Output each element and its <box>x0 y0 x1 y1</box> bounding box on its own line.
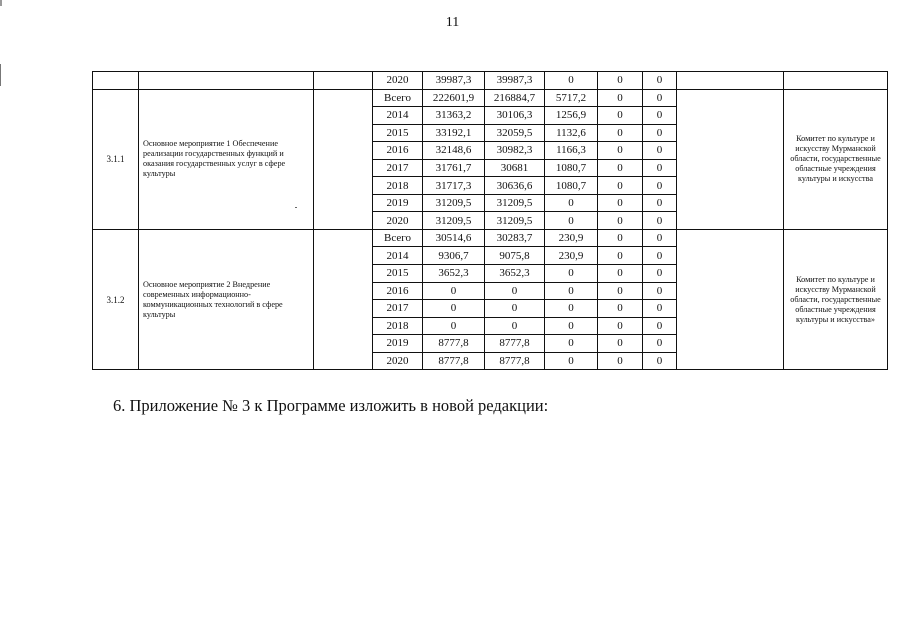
measure-code: 3.1.2 <box>93 229 139 369</box>
table-row <box>93 89 888 107</box>
value-cell: 1256,9 <box>545 107 598 125</box>
value-cell: 0 <box>545 265 598 283</box>
value-cell: 31363,2 <box>423 107 485 125</box>
value-cell: 8777,8 <box>485 335 545 353</box>
value-cell: 0 <box>643 335 677 353</box>
scan-speck <box>295 207 297 208</box>
responsible-executor: Комитет по культуре и искусству Мурманской области, государственные областные учреждения культуры и искусства» <box>784 229 888 369</box>
year-cell: 2016 <box>373 282 423 300</box>
year-cell: 2017 <box>373 300 423 318</box>
measure-code: 3.1.1 <box>93 89 139 229</box>
value-cell: 30514,6 <box>423 229 485 247</box>
value-cell: 0 <box>643 282 677 300</box>
value-cell: 30636,6 <box>485 177 545 195</box>
value-cell: 0 <box>643 212 677 230</box>
value-cell: 0 <box>643 317 677 335</box>
page-number: 11 <box>445 15 460 30</box>
value-cell: 0 <box>643 124 677 142</box>
value-cell: 31209,5 <box>423 194 485 212</box>
year-cell: 2018 <box>373 177 423 195</box>
value-cell: 31209,5 <box>485 194 545 212</box>
value-cell: 0 <box>545 352 598 370</box>
value-cell: 0 <box>643 194 677 212</box>
value-cell: 0 <box>485 317 545 335</box>
measure-name: Основное мероприятие 1 Обеспечение реализации государственных функций и оказания государственных услуг в сфере культуры <box>139 89 314 229</box>
value-cell: 0 <box>643 300 677 318</box>
value-cell: 0 <box>598 317 643 335</box>
value-cell: 0 <box>598 159 643 177</box>
blank-cell <box>677 72 784 90</box>
value-cell: 0 <box>598 335 643 353</box>
value-cell: 32059,5 <box>485 124 545 142</box>
value-cell: 31209,5 <box>423 212 485 230</box>
code-cell <box>93 72 139 90</box>
year-cell: 2014 <box>373 107 423 125</box>
value-cell: 0 <box>485 282 545 300</box>
year-cell: 2016 <box>373 142 423 160</box>
blank-cell <box>314 229 373 369</box>
responsible-executor: Комитет по культуре и искусству Мурманской области, государственные областные учреждения культуры и искусства <box>784 89 888 229</box>
value-cell: 5717,2 <box>545 89 598 107</box>
value-cell: 0 <box>545 317 598 335</box>
value-cell: 1132,6 <box>545 124 598 142</box>
value-cell: 0 <box>598 194 643 212</box>
value-cell: 30982,3 <box>485 142 545 160</box>
year-cell: 2015 <box>373 265 423 283</box>
value-cell: 0 <box>643 177 677 195</box>
value-cell: 33192,1 <box>423 124 485 142</box>
value-cell: 0 <box>423 317 485 335</box>
blank-cell <box>314 89 373 229</box>
value-cell: 0 <box>423 300 485 318</box>
value-cell: 222601,9 <box>423 89 485 107</box>
value-cell: 0 <box>598 107 643 125</box>
value-cell: 0 <box>643 247 677 265</box>
value-cell: 31761,7 <box>423 159 485 177</box>
value-cell: 8777,8 <box>485 352 545 370</box>
value-cell: 0 <box>643 265 677 283</box>
value-cell: 9306,7 <box>423 247 485 265</box>
value-cell: 0 <box>643 107 677 125</box>
year-cell: 2020 <box>373 212 423 230</box>
year-cell: 2017 <box>373 159 423 177</box>
value-cell: 0 <box>423 282 485 300</box>
value-cell: 0 <box>545 300 598 318</box>
value-cell: 1080,7 <box>545 159 598 177</box>
value-cell: 0 <box>598 177 643 195</box>
year-cell: 2020 <box>373 72 423 90</box>
value-cell: 0 <box>643 72 677 90</box>
value-cell: 0 <box>598 247 643 265</box>
value-cell: 1080,7 <box>545 177 598 195</box>
value-cell: 30106,3 <box>485 107 545 125</box>
value-cell: 1166,3 <box>545 142 598 160</box>
blank-cell <box>677 89 784 229</box>
blank-cell <box>677 229 784 369</box>
year-cell: 2014 <box>373 247 423 265</box>
value-cell: 0 <box>545 194 598 212</box>
value-cell: 0 <box>598 212 643 230</box>
year-cell: 2020 <box>373 352 423 370</box>
table-row <box>93 72 888 90</box>
scan-edge-mark <box>0 64 1 86</box>
value-cell: 0 <box>643 89 677 107</box>
value-cell: 0 <box>598 142 643 160</box>
year-cell: 2018 <box>373 317 423 335</box>
value-cell: 216884,7 <box>485 89 545 107</box>
value-cell: 8777,8 <box>423 352 485 370</box>
value-cell: 31209,5 <box>485 212 545 230</box>
value-cell: 0 <box>643 352 677 370</box>
value-cell: 0 <box>598 300 643 318</box>
value-cell: 0 <box>545 282 598 300</box>
value-cell: 0 <box>545 72 598 90</box>
year-cell: 2019 <box>373 194 423 212</box>
value-cell: 0 <box>598 265 643 283</box>
value-cell: 0 <box>598 352 643 370</box>
value-cell: 39987,3 <box>485 72 545 90</box>
blank-cell <box>314 72 373 90</box>
measure-name: Основное мероприятие 2 Внедрение современных информационно-коммуникационных технологий в сфере культуры <box>139 229 314 369</box>
value-cell: 0 <box>545 212 598 230</box>
budget-table <box>92 71 888 370</box>
value-cell: 230,9 <box>545 247 598 265</box>
value-cell: 0 <box>598 72 643 90</box>
value-cell: 3652,3 <box>485 265 545 283</box>
value-cell: 0 <box>643 142 677 160</box>
scan-edge-mark <box>0 0 2 6</box>
value-cell: 31717,3 <box>423 177 485 195</box>
year-cell: Всего <box>373 229 423 247</box>
instruction-paragraph: 6. Приложение № 3 к Программе изложить в новой редакции: <box>113 396 549 415</box>
responsible-cell <box>784 72 888 90</box>
value-cell: 30283,7 <box>485 229 545 247</box>
value-cell: 0 <box>643 159 677 177</box>
table-row <box>93 229 888 247</box>
value-cell: 32148,6 <box>423 142 485 160</box>
value-cell: 0 <box>485 300 545 318</box>
value-cell: 30681 <box>485 159 545 177</box>
year-cell: 2015 <box>373 124 423 142</box>
value-cell: 0 <box>598 282 643 300</box>
budget-table-body <box>93 72 888 370</box>
year-cell: 2019 <box>373 335 423 353</box>
value-cell: 39987,3 <box>423 72 485 90</box>
value-cell: 0 <box>643 229 677 247</box>
value-cell: 0 <box>545 335 598 353</box>
value-cell: 8777,8 <box>423 335 485 353</box>
value-cell: 0 <box>598 229 643 247</box>
value-cell: 230,9 <box>545 229 598 247</box>
name-cell <box>139 72 314 90</box>
year-cell: Всего <box>373 89 423 107</box>
value-cell: 0 <box>598 89 643 107</box>
value-cell: 9075,8 <box>485 247 545 265</box>
value-cell: 3652,3 <box>423 265 485 283</box>
value-cell: 0 <box>598 124 643 142</box>
